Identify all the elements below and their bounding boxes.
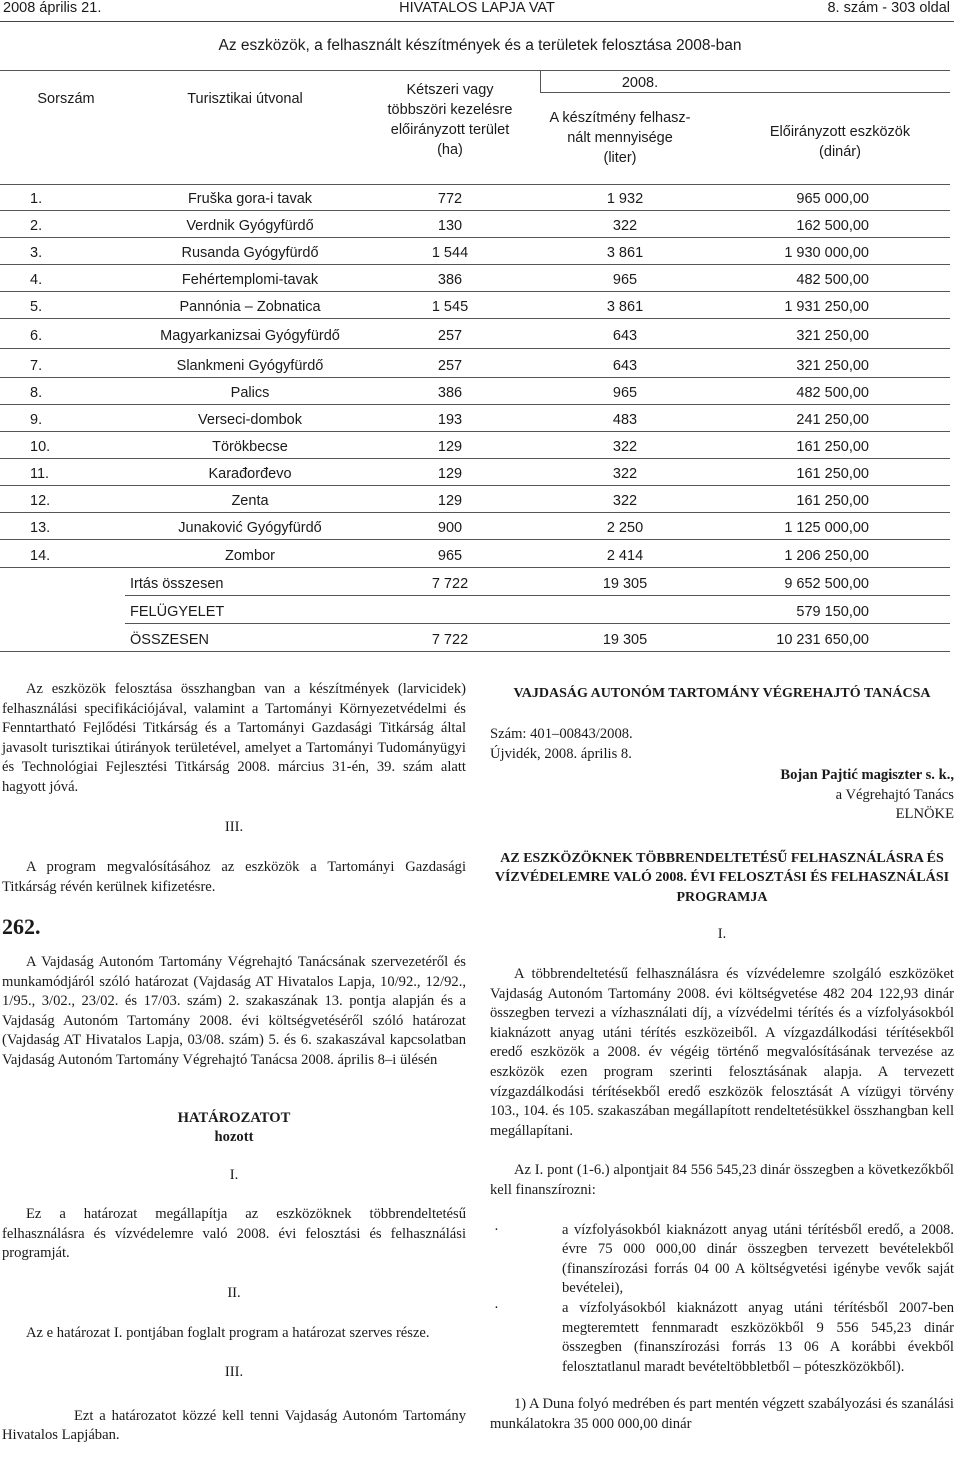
decision-subheading: hozott	[214, 1129, 254, 1146]
row-route: Fruška gora-i tavak	[187, 191, 313, 207]
row-amount: 965 000,00	[796, 191, 869, 207]
row-rule	[0, 348, 950, 349]
row-rule	[0, 567, 950, 568]
row-number: 6.	[30, 328, 43, 344]
section-number: I.	[717, 926, 727, 943]
row-area: 772	[437, 191, 463, 207]
header-quantity-line: A készítmény felhasz-	[549, 110, 691, 126]
reference-number: Szám: 401–00843/2008.	[490, 726, 633, 742]
total-label: FELÜGYELET	[130, 604, 225, 620]
header-area-line: többszöri kezelésre	[387, 102, 513, 118]
table-top-rule	[0, 70, 950, 71]
total-quantity: 19 305	[602, 632, 648, 648]
row-number: 10.	[30, 439, 51, 455]
paragraph: Az I. pont (1-6.) alpontjait 84 556 545,23 dinár összegben a következőkből kell finanszírozni:	[490, 1162, 954, 1198]
row-amount: 1 125 000,00	[784, 520, 869, 536]
row-amount: 321 250,00	[796, 358, 869, 374]
row-route: Zombor	[225, 548, 275, 564]
row-area: 129	[437, 466, 463, 482]
row-quantity: 2 414	[606, 548, 644, 564]
row-amount: 241 250,00	[796, 412, 869, 428]
row-rule	[0, 237, 950, 238]
total-area: 7 722	[431, 576, 469, 592]
row-number: 4.	[30, 272, 43, 288]
row-number: 7.	[30, 358, 43, 374]
row-route: Törökbecse	[212, 439, 288, 455]
header-quantity-line: (liter)	[603, 150, 637, 166]
header-date: 2008 április 21.	[3, 0, 102, 16]
row-number: 3.	[30, 245, 43, 261]
row-quantity: 322	[612, 439, 638, 455]
bullet-mark: ·	[494, 1299, 499, 1316]
header-route: Turisztikai útvonal	[187, 91, 303, 107]
bullet-mark: ·	[494, 1221, 499, 1238]
signer-title: ELNÖKE	[895, 806, 954, 823]
row-rule	[0, 651, 950, 652]
row-number: 14.	[30, 548, 51, 564]
header-amount-line: (dinár)	[819, 144, 861, 160]
row-quantity: 965	[612, 272, 638, 288]
row-amount: 161 250,00	[796, 466, 869, 482]
row-route: Verseci-dombok	[198, 412, 302, 428]
row-area: 965	[437, 548, 463, 564]
list-item-text: a vízfolyásokból kiaknázott anyag utáni térítésből 2007-ben megteremtett fennmaradt eszközökből 9 556 545,23 dinár összegben (finanszírozási forrás 13 06 A korábbi évekből felosztatlanul maradt bevételtöbbletből – póteszközökből).	[562, 1299, 954, 1375]
header-page-number: 8. szám - 303 oldal	[827, 0, 950, 16]
row-route: Verdnik Gyógyfürdő	[186, 218, 314, 234]
decision-heading: HATÁROZATOT	[177, 1109, 291, 1126]
header-sorszam: Sorszám	[37, 91, 95, 107]
row-area: 386	[437, 272, 463, 288]
total-label: Irtás összesen	[130, 576, 224, 592]
council-name: VAJDASÁG AUTONÓM TARTOMÁNY VÉGREHAJTÓ TANÁCSA	[513, 686, 931, 701]
row-quantity: 3 861	[606, 299, 644, 315]
total-amount: 10 231 650,00	[776, 632, 869, 648]
row-quantity: 965	[612, 385, 638, 401]
row-amount: 161 250,00	[796, 493, 869, 509]
row-area: 386	[437, 385, 463, 401]
header-quantity	[535, 108, 705, 168]
row-rule	[0, 539, 950, 540]
signer-role: a Végrehajtó Tanács	[835, 786, 954, 803]
row-number: 12.	[30, 493, 51, 509]
row-amount: 161 250,00	[796, 439, 869, 455]
paragraph: A Vajdaság Autonóm Tartomány Végrehajtó Tanácsának szervezetéről és munkamódjáról szóló határozat (Vajdaság AT Hivatalos Lapja, 10/92., 12/92., 1/95., 3/02., 23/02. és 17/03. szám) 2. szakaszának 13. pontja alapján és a Vajdaság Autonóm Tartomány 2008. évi költségvetéséről szóló határozat (Vajdaság AT Hivatalos Lapja, 03/08. szám) 5. és 6. szakaszával kapcsolatban Vajdaság Autonóm Tartomány Végrehajtó Tanácsa 2008. április 8–i ülésén	[2, 953, 466, 1068]
row-area: 129	[437, 439, 463, 455]
list-item	[490, 1299, 954, 1377]
row-route: Slankmeni Gyógyfürdő	[176, 358, 324, 374]
page-header	[0, 0, 954, 20]
section-number: III.	[224, 818, 244, 835]
row-number: 2.	[30, 218, 43, 234]
header-amount	[740, 122, 940, 162]
total-amount: 9 652 500,00	[784, 576, 869, 592]
table-title: Az eszközök, a felhasznált készítmények és a területek felosztása 2008-ban	[218, 37, 742, 54]
row-quantity: 483	[612, 412, 638, 428]
header-bottom-rule	[0, 184, 950, 185]
row-area: 193	[437, 412, 463, 428]
section-number: III.	[224, 1364, 244, 1381]
row-quantity: 643	[612, 358, 638, 374]
row-route: Magyarkanizsai Gyógyfürdő	[160, 328, 340, 344]
header-journal-title: HIVATALOS LAPJA VAT	[399, 0, 555, 16]
section-number: II.	[227, 1285, 241, 1302]
paragraph: Az e határozat I. pontjában foglalt program a határozat szerves része.	[26, 1324, 430, 1341]
row-amount: 482 500,00	[796, 272, 869, 288]
row-rule	[0, 404, 950, 405]
row-number: 5.	[30, 299, 43, 315]
paragraph: A többrendeltetésű felhasználásra és vízvédelemre szolgáló eszközöket Vajdaság Autonóm Tartomány 2008. évi költségvetése 482 204 122,93 dinár összegben tervezi a vízhasználati díj, a vízvédelmi térítés és a vízfolyásokból kiaknázott anyag utáni térítés eszközeiből. A vízgazdálkodási térítésekből eredő eszközök a 2008. év végéig történő megvalósításának tervezése az eszközök ezen program szerinti felosztásának alapja. A tervezett vízgazdálkodási térítésekből eredő eszközök felosztását A vízügyi törvény 103., 104. és 105. szakaszában megállapított rendeltetésükkel összhangban kell megállapítani.	[490, 966, 954, 1139]
row-route: Zenta	[231, 493, 269, 509]
row-amount: 1 930 000,00	[784, 245, 869, 261]
place-date: Újvidék, 2008. április 8.	[490, 745, 632, 762]
row-quantity: 643	[612, 328, 638, 344]
row-quantity: 322	[612, 466, 638, 482]
header-area-line: Kétszeri vagy	[406, 82, 494, 98]
paragraph: A program megvalósításához az eszközök a Tartományi Gazdasági Titkárság révén kerülnek kifizetésre.	[2, 859, 466, 895]
header-quantity-line: nált mennyisége	[567, 130, 673, 146]
row-quantity: 2 250	[606, 520, 644, 536]
row-rule	[0, 264, 950, 265]
signer-name: Bojan Pajtić magiszter s. k.,	[780, 767, 954, 784]
year-rule	[540, 92, 950, 93]
row-quantity: 322	[612, 493, 638, 509]
header-amount-line: Előirányzott eszközök	[769, 124, 911, 140]
row-route: Fehértemplomi-tavak	[181, 272, 319, 288]
row-rule	[0, 512, 950, 513]
row-number: 1.	[30, 191, 43, 207]
row-route: Junaković Gyógyfürdő	[178, 520, 322, 536]
row-route: Palics	[230, 385, 270, 401]
list-item-text: a vízfolyásokból kiaknázott anyag utáni térítésből eredő, a 2008. évre 75 000 000,00 dinár összegben tervezett bevételekből (finanszírozási forrás 04 00 A költségvetési igénybe vevők saját bevételei),	[562, 1221, 954, 1297]
allocation-table	[0, 70, 960, 660]
row-quantity: 3 861	[606, 245, 644, 261]
header-area-line: (ha)	[437, 142, 463, 158]
row-amount: 1 206 250,00	[784, 548, 869, 564]
total-label: ÖSSZESEN	[130, 632, 209, 648]
row-rule	[0, 431, 950, 432]
row-quantity: 1 932	[606, 191, 644, 207]
row-rule	[0, 210, 950, 211]
total-area: 7 722	[431, 632, 469, 648]
row-amount: 482 500,00	[796, 385, 869, 401]
paragraph: Ez a határozat megállapítja az eszközöknek többrendeltetésű felhasználásra és vízvédelemre való 2008. évi felosztási és felhasználási programját.	[2, 1206, 466, 1262]
row-area: 257	[437, 328, 463, 344]
row-area: 1 544	[431, 245, 469, 261]
row-number: 8.	[30, 385, 43, 401]
row-rule	[125, 623, 950, 624]
row-route: Karađorđevo	[208, 466, 292, 482]
row-amount: 162 500,00	[796, 218, 869, 234]
row-rule	[0, 291, 950, 292]
row-area: 257	[437, 358, 463, 374]
year-divider	[540, 70, 541, 92]
row-rule	[0, 377, 950, 378]
row-quantity: 322	[612, 218, 638, 234]
row-number: 13.	[30, 520, 51, 536]
list-item	[490, 1221, 954, 1299]
paragraph: 1) A Duna folyó medrében és part mentén végzett szabályozási és szanálási munkálatokra 35 000 000,00 dinár	[490, 1396, 954, 1432]
header-area-line: előirányzott terület	[390, 122, 510, 138]
row-rule	[0, 485, 950, 486]
section-number: I.	[229, 1166, 239, 1183]
total-amount: 579 150,00	[796, 604, 869, 620]
row-rule	[0, 318, 950, 319]
left-column	[2, 680, 466, 1446]
program-title: AZ ESZKÖZÖKNEK TÖBBRENDELTETÉSŰ FELHASZNÁLÁSRA ÉS VÍZVÉDELEMRE VALÓ 2008. ÉVI FELOSZTÁSI ÉS FELHASZNÁLÁSI PROGRAMJA	[494, 850, 950, 905]
row-area: 130	[437, 218, 463, 234]
row-number: 9.	[30, 412, 43, 428]
paragraph: Ezt a határozatot közzé kell tenni Vajdaság Autonóm Tartomány Hivatalos Lapjában.	[2, 1407, 466, 1444]
row-rule	[0, 458, 950, 459]
row-amount: 321 250,00	[796, 328, 869, 344]
row-area: 129	[437, 493, 463, 509]
header-year: 2008.	[621, 75, 659, 91]
row-amount: 1 931 250,00	[784, 299, 869, 315]
row-route: Rusanda Gyógyfürdő	[181, 245, 319, 261]
row-rule	[125, 595, 950, 596]
row-number: 11.	[30, 466, 50, 482]
right-column	[490, 684, 954, 1435]
header-area	[360, 80, 540, 160]
row-route: Pannónia – Zobnatica	[179, 299, 321, 315]
header-rule	[0, 21, 954, 22]
item-number: 262.	[2, 914, 41, 940]
row-area: 1 545	[431, 299, 469, 315]
total-quantity: 19 305	[602, 576, 648, 592]
row-area: 900	[437, 520, 463, 536]
paragraph: Az eszközök felosztása összhangban van a készítmények (larvicidek) felhasználási specifikációjával, valamint a Tartományi Környezetvédelmi és Fenntartható Fejlődési Titkárság és a Tartományi Gazdasági Titkárság által javasolt turisztikai útirányok területével, amelyet a Tartományi Tudományügyi és Technológiai Fejlesztési Titkárság 2008. március 31-én, 39. szám alatt hagyott jóvá.	[2, 681, 466, 795]
